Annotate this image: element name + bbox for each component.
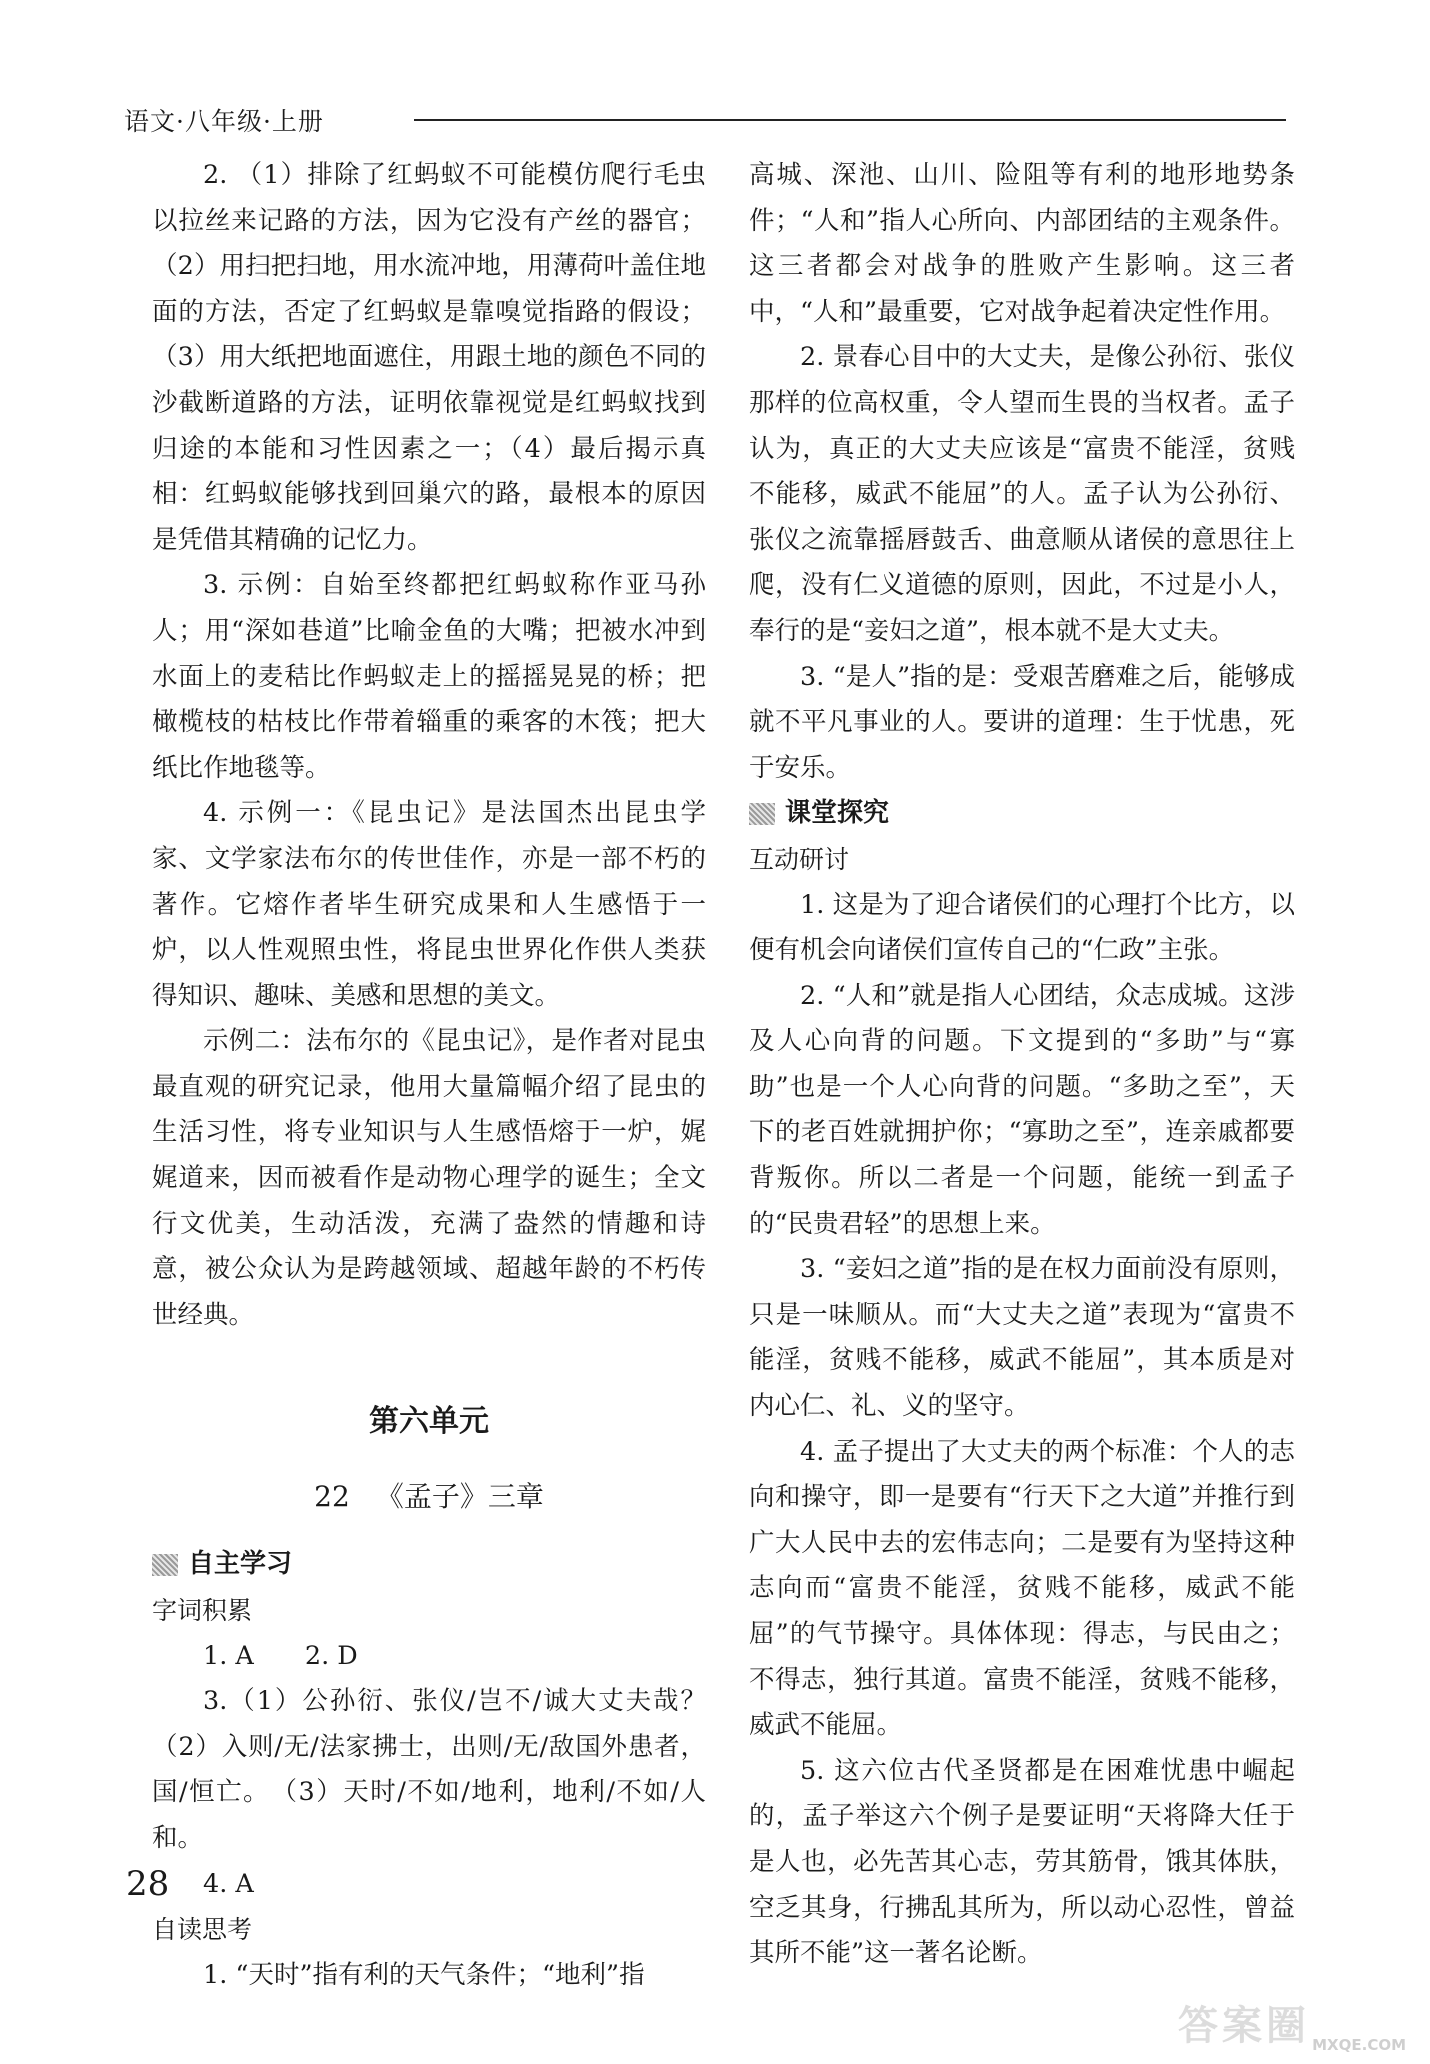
section-heading-text: 自主学习 — [188, 1549, 293, 1580]
answer-paragraph-4-example-2: 示例二：法布尔的《昆虫记》，是作者对昆虫最直观的研究记录，他用大量篇幅介绍了昆虫的生活习性，将专业知识与人生感悟熔于一炉，娓娓道来，因而被看作是动物心理学的诞生；全文行文优美，生动活泼，充满了盎然的情趣和诗意，被公众认为是跨越领域、超越年龄的不朽传世经典。 — [152, 1026, 706, 1330]
answer-paragraph-2: 2. （1）排除了红蚂蚁不可能模仿爬行毛虫以拉丝来记路的方法，因为它没有产丝的器官；（2）用扫把扫地，用水流冲地，用薄荷叶盖住地面的方法，否定了红蚂蚁是靠嗅觉指路的假设；（3）用大纸把地面遮住，用跟土地的颜色不同的沙截断道路的方法，证明依靠视觉是红蚂蚁找到归途的本能和习性因素之一；（4）最后揭示真相：红蚂蚁能够找到回巢穴的路，最根本的原因是凭借其精确的记忆力。 — [152, 160, 706, 555]
interactive-answer-2: 2. “人和”就是指人心团结，众志成城。这涉及人心向背的问题。下文提到的“多助”与“寡助”也是一个人心向背的问题。“多助之至”，天下的老百姓就拥护你；“寡助之至”，连亲戚都要背叛你。所以二者是一个问题，能统一到孟子的“民贵君轻”的思想上来。 — [749, 980, 1295, 1239]
section-marker-icon — [152, 1554, 178, 1576]
reading-answer-3: 3. “是人”指的是：受艰苦磨难之后，能够成就不平凡事业的人。要讲的道理：生于忧患，死于安乐。 — [749, 661, 1295, 783]
page-number: 28 — [126, 1864, 170, 1904]
answer-paragraph-4-example-1: 4. 示例一：《昆虫记》是法国杰出昆虫学家、文学家法布尔的传世佳作，亦是一部不朽的著作。它熔作者毕生研究成果和人生感悟于一炉，以人性观照虫性，将昆虫世界化作供人类获得知识、趣味、美感和思想的美文。 — [152, 798, 706, 1011]
watermark-text: 答案圈 — [1178, 2003, 1310, 2049]
vocab-answer-3: 3.（1）公孙衍、张仪/岂不/诚大丈夫哉？（2）入则/无/法家拂士，出则/无/敌国外患者，国/恒亡。 （3）天时/不如/地利，地利/不如/人和。 — [152, 1686, 706, 1853]
section-heading-class — [749, 791, 1295, 837]
subheading-vocab: 字词积累 — [152, 1596, 253, 1626]
vocab-answer-1-2: 1. A 2. D — [203, 1640, 358, 1671]
section-heading-text: 课堂探究 — [785, 798, 890, 829]
lesson-name: 《孟子》三章 — [375, 1480, 544, 1514]
subheading-reading: 自读思考 — [152, 1915, 253, 1945]
header-rule — [414, 119, 1286, 121]
watermark-site: MXQE.COM — [1312, 2036, 1406, 2054]
unit-title: 第六单元 — [369, 1404, 489, 1440]
reading-answer-1-start: 1. “天时”指有利的天气条件；“地利”指 — [203, 1959, 645, 1990]
reading-answer-1-continued: 高城、深池、山川、险阻等有利的地形地势条件；“人和”指人心所向、内部团结的主观条件。这三者都会对战争的胜败产生影响。这三者中，“人和”最重要，它对战争起着决定性作用。 — [749, 160, 1295, 327]
lesson-number: 22 — [314, 1480, 350, 1514]
subheading-interactive: 互动研讨 — [749, 844, 850, 874]
interactive-answer-3: 3. “妾妇之道”指的是在权力面前没有原则，只是一味顺从。而“大丈夫之道”表现为“富贵不能淫，贫贱不能移，威武不能屈”，其本质是对内心仁、礼、义的坚守。 — [749, 1254, 1295, 1422]
answer-paragraph-3: 3. 示例：自始至终都把红蚂蚁称作亚马孙人；用“深如巷道”比喻金鱼的大嘴；把被水冲到水面上的麦秸比作蚂蚁走上的摇摇晃晃的桥；把橄榄枝的枯枝比作带着辎重的乘客的木筏；把大纸比作地毯等。 — [152, 570, 706, 783]
watermark-logo — [1178, 1994, 1414, 2056]
interactive-answer-1: 1. 这是为了迎合诸侯们的心理打个比方，以便有机会向诸侯们宣传自己的“仁政”主张。 — [749, 889, 1295, 966]
interactive-answer-5: 5. 这六位古代圣贤都是在困难忧患中崛起的，孟子举这六个例子是要证明“天将降大任于是人也，必先苦其心志，劳其筋骨，饿其体肤，空乏其身，行拂乱其所为，所以动心忍性，曾益其所不能”这一著名论断。 — [749, 1755, 1295, 1969]
left-column — [152, 153, 706, 1998]
interactive-answer-4: 4. 孟子提出了大丈夫的两个标准：个人的志向和操守，即一是要有“行天下之大道”并推行到广大人民中去的宏伟志向；二是要有为坚持这种志向而“富贵不能淫，贫贱不能移，威武不能屈”的气节操守。具体体现：得志，与民由之；不得志，独行其道。富贵不能淫，贫贱不能移，威武不能屈。 — [749, 1436, 1295, 1741]
running-header: 语文·八年级·上册 — [124, 107, 324, 136]
reading-answer-2: 2. 景春心目中的大丈夫，是像公孙衍、张仪那样的位高权重，令人望而生畏的当权者。孟子认为，真正的大丈夫应该是“富贵不能淫，贫贱不能移，威武不能屈”的人。孟子认为公孙衍、张仪之流靠摇唇鼓舌、曲意顺从诸侯的意思往上爬，没有仁义道德的原则，因此，不过是小人，奉行的是“妾妇之道”，根本就不是大丈夫。 — [749, 342, 1295, 646]
right-column — [749, 153, 1295, 1977]
section-marker-icon — [749, 803, 775, 825]
vocab-answer-4: 4. A — [203, 1868, 254, 1899]
section-heading-self-study — [152, 1542, 706, 1588]
lesson-title — [152, 1472, 706, 1522]
